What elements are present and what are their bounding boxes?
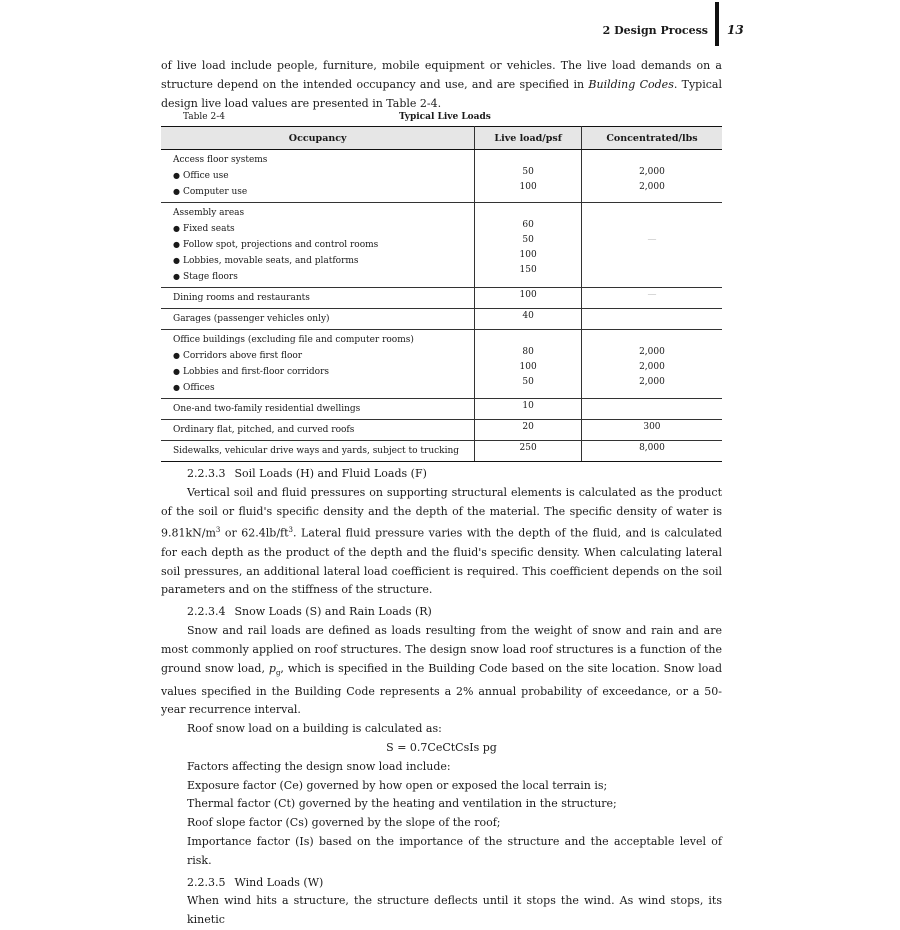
factor-line: Roof slope factor (Cs) governed by the slope of the roof; bbox=[187, 816, 501, 830]
factor-line: Thermal factor (Ct) governed by the heating and ventilation in the structure; bbox=[187, 797, 617, 811]
table-caption bbox=[183, 112, 653, 126]
header-concentrated: Concentrated/lbs bbox=[581, 127, 722, 150]
table-row: Access floor systems ● Office use ● Computer use 50 100 2,000 2,000 bbox=[161, 150, 722, 203]
table-row: Assembly areas ● Fixed seats ● Follow spot, projections and control rooms ● Lobbies, movable seats, and platforms ● Stage floors 60 50 100 150 — bbox=[161, 203, 722, 288]
intro-italic-term: Building Codes bbox=[588, 77, 674, 91]
section-heading-wind: 2.2.3.5 Wind Loads (W) bbox=[187, 875, 324, 889]
live-load-table bbox=[161, 126, 722, 462]
running-header-title: 2 Design Process bbox=[602, 24, 708, 37]
factor-line: Importance factor (Is) based on the importance of the structure and the acceptable level of risk. bbox=[187, 834, 722, 867]
body-text bbox=[161, 465, 722, 930]
factors-intro: Factors affecting the design snow load include: bbox=[187, 759, 451, 773]
snow-paragraph: Snow and rail loads are defined as loads resulting from the weight of snow and rain and are most commonly applied on roof structures. The design snow load roof structures is a function of the ground snow load, $p_g$, which is specified in the Building Code based on the site location. Snow load values specified in the Building Code represents a 2% annual probability of exceedance, or a 50-year recurrence interval. bbox=[161, 624, 722, 717]
section-heading-soil: 2.2.3.3 Soil Loads (H) and Fluid Loads (F) bbox=[187, 467, 427, 480]
table-header-row bbox=[161, 127, 722, 150]
table-row: Dining rooms and restaurants 100 — bbox=[161, 288, 722, 309]
page-number: 13 bbox=[727, 23, 744, 37]
snow-formula: S = 0.7CeCtCsIs pg bbox=[386, 741, 497, 754]
table-label: Table 2-4 bbox=[183, 112, 225, 122]
section-heading-snow: 2.2.3.4 Snow Loads (S) and Rain Loads (R) bbox=[187, 605, 432, 619]
table-row: Garages (passenger vehicles only) 40 bbox=[161, 309, 722, 330]
header-rule bbox=[715, 2, 719, 46]
factor-line: Exposure factor (Ce) governed by how open or exposed the local terrain is; bbox=[187, 778, 608, 792]
table-row: One-and two-family residential dwellings 10 bbox=[161, 399, 722, 420]
table-title: Typical Live Loads bbox=[399, 112, 491, 122]
table-row: Ordinary flat, pitched, and curved roofs 20 300 bbox=[161, 420, 722, 441]
wind-paragraph: When wind hits a structure, the structure deflects until it stops the wind. As wind stops, its kinetic bbox=[187, 894, 722, 927]
intro-paragraph: of live load include people, furniture, mobile equipment or vehicles. The live load demands on a structure depend on the intended occupancy and use, and are specified in Building Codes. Typical design live load values are presented in Table 2-4. bbox=[161, 59, 722, 110]
table-row: Sidewalks, vehicular drive ways and yards, subject to trucking 250 8,000 bbox=[161, 441, 722, 462]
header-occupancy: Occupancy bbox=[161, 127, 475, 150]
table-row: Office buildings (excluding file and computer rooms) ● Corridors above first floor ● Lobbies and first-floor corridors ● Offices 80 100 50 2,000 2,000 2,000 bbox=[161, 330, 722, 399]
roof-snow-line: Roof snow load on a building is calculated as: bbox=[187, 722, 442, 736]
soil-paragraph: Vertical soil and fluid pressures on supporting structural elements is calculated as the product of the soil or fluid's specific density and the depth of the material. The specific density of water is $9.81kN/m^3$ or $62.4lb/ft^3$. Lateral fluid pressure varies with the depth of the fluid, and is calculated for each depth as the product of the depth and the fluid's specific density. When calculating lateral soil pressures, an additional lateral load coefficient is required. This coefficient depends on the soil parameters and on the stiffness of the structure. bbox=[161, 485, 722, 597]
header-live-load: Live load/psf bbox=[475, 127, 582, 150]
